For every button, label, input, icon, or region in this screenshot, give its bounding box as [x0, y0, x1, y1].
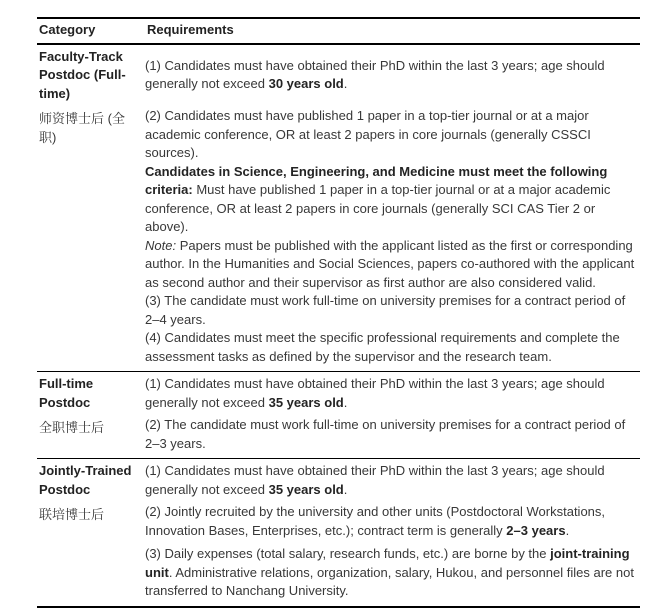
requirement-paragraph [145, 503, 638, 540]
text-run: (2) Jointly recruited by the university and other units (Postdoctoral Workstations, Innovation Bases, Enterprises, etc.); contract term is generally [145, 504, 606, 538]
requirement-block [145, 503, 638, 540]
requirement-paragraph [145, 416, 638, 453]
postdoc-requirements-table [37, 17, 640, 608]
text-run: Note: [145, 237, 177, 253]
requirement-paragraph [145, 462, 638, 499]
row-section [37, 48, 640, 104]
table-body [37, 45, 640, 606]
text-run: (3) Daily expenses (total salary, research funds, etc.) are borne by the [145, 546, 551, 561]
requirements-cell [145, 503, 640, 601]
requirements-cell [145, 57, 640, 94]
row-section [37, 416, 640, 453]
row-section [37, 503, 640, 601]
table-row [37, 371, 640, 458]
category-name-en: Full-time Postdoc [39, 376, 94, 410]
table-row [37, 45, 640, 372]
requirement-paragraph [145, 329, 638, 366]
text-run: 35 years old [268, 481, 344, 497]
requirement-paragraph [145, 163, 638, 237]
text-run: Must have published 1 paper in a top-tier journal or at a major academic conference, OR at least 2 papers in core journals (generally SCI CAS Tier 2 or above). [145, 182, 611, 234]
text-run: (3) The candidate must work full-time on university premises for a contract period of 2–4 years. [145, 293, 626, 327]
row-section [37, 462, 640, 499]
requirements-cell [145, 462, 640, 499]
text-run: (4) Candidates must meet the specific professional requirements and complete the assessment tasks as defined by the supervisor and the research team. [145, 330, 620, 364]
category-name-zh: 师资博士后 (全职) [39, 111, 125, 145]
requirement-block [145, 107, 638, 366]
column-header-category: Category [39, 22, 96, 37]
text-run: joint-training unit [145, 546, 630, 580]
text-run: 35 years old [268, 394, 344, 410]
table-header-row [37, 19, 640, 45]
text-run: Candidates in Science, Engineering, and Medicine must meet the following criteria: [145, 163, 608, 197]
category-name-en: Jointly-Trained Postdoc [39, 463, 132, 497]
requirements-cell [145, 416, 640, 453]
requirement-paragraph [145, 292, 638, 329]
text-run: (2) The candidate must work full-time on university premises for a contract period of 2–3 years. [145, 417, 626, 451]
text-run: . [343, 481, 348, 497]
text-run: 30 years old [268, 76, 344, 92]
row-section [37, 375, 640, 412]
requirements-cell [145, 375, 640, 412]
requirement-paragraph [145, 107, 638, 163]
text-run: (1) Candidates must have obtained their PhD within the last 3 years; age should generally not exceed [145, 463, 605, 497]
requirement-block [145, 416, 638, 453]
text-run: Papers must be published with the applicant listed as the first or corresponding author. In the Humanities and Social Sciences, papers co-authored with the applicant as second author and their supervisor as first author are also considered valid. [145, 237, 635, 290]
requirement-paragraph [145, 57, 638, 94]
text-run: 2–3 years [506, 522, 566, 538]
text-run: . [343, 76, 348, 92]
category-name-zh: 联培博士后 [39, 507, 105, 522]
column-header-requirements: Requirements [147, 22, 234, 37]
text-run: . Administrative relations, organization, salary, Hukou, and personnel files are not transferred to Nanchang University. [145, 564, 634, 598]
requirement-block [145, 545, 638, 601]
requirement-paragraph [145, 545, 638, 601]
requirements-cell [145, 107, 640, 366]
row-section [37, 107, 640, 366]
category-name-zh: 全职博士后 [39, 420, 105, 435]
text-run: . [343, 394, 348, 410]
table-row [37, 458, 640, 606]
text-run: (2) Candidates must have published 1 paper in a top-tier journal or at a major academic conference, OR at least 2 papers in core journals (generally CSSCI sources). [145, 108, 591, 160]
text-run: (1) Candidates must have obtained their PhD within the last 3 years; age should generally not exceed [145, 376, 605, 410]
text-run: (1) Candidates must have obtained their PhD within the last 3 years; age should generally not exceed [145, 57, 605, 92]
requirement-paragraph [145, 375, 638, 412]
requirement-paragraph [145, 237, 638, 293]
category-name-en: Faculty-Track Postdoc (Full-time) [39, 48, 126, 101]
text-run: . [565, 522, 570, 538]
